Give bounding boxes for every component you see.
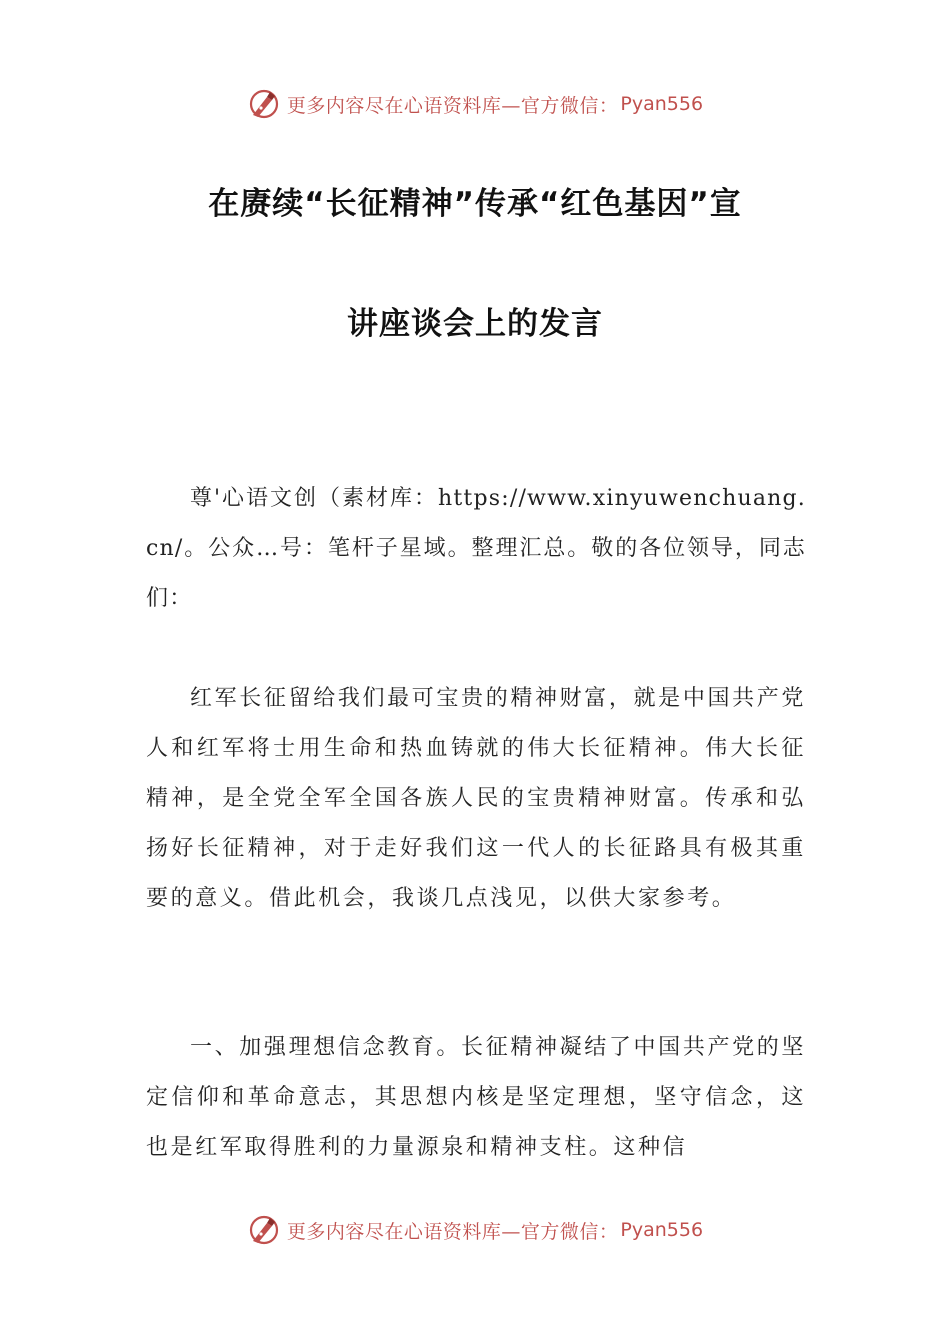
header-watermark — [0, 84, 950, 124]
pen-nib-logo-icon — [247, 1213, 281, 1247]
header-watermark-id: Pyan556 — [620, 93, 704, 115]
paragraph-section-1 — [146, 1023, 806, 1173]
header-watermark-text: 更多内容尽在心语资料库—官方微信： — [286, 94, 619, 117]
document-title-line-2: 讲座谈会上的发言 — [347, 306, 603, 342]
paragraph-text: 红军长征留给我们最可宝贵的精神财富，就是中国共产党人和红军将士用生命和热血铸就的伟大长征精神。伟大长征精神，是全党全军全国各族人民的宝贵精神财富。传承和弘扬好长征精神，对于走好我们这一代人的长征路具有极其重要的意义。借此机会，我谈几点浅见，以供大家参考。 — [146, 686, 806, 911]
paragraph-text: 一、加强理想信念教育。长征精神凝结了中国共产党的坚定信仰和革命意志，其思想内核是坚定理想，坚守信念，这也是红军取得胜利的力量源泉和精神支柱。这种信 — [146, 1035, 806, 1160]
pen-nib-logo-icon — [247, 87, 281, 121]
paragraph-intro — [146, 674, 806, 924]
footer-watermark-id: Pyan556 — [620, 1219, 704, 1241]
paragraph-text: 尊'心语文创（素材库：https://www.xinyuwenchuang.cn/。公众…号：笔杆子星域。整理汇总。敬的各位领导，同志们： — [146, 486, 806, 611]
footer-watermark-text: 更多内容尽在心语资料库—官方微信： — [286, 1220, 619, 1243]
footer-watermark — [0, 1210, 950, 1250]
document-title-line-1: 在赓续“长征精神”传承“红色基因”宣 — [208, 186, 742, 222]
paragraph-greeting — [146, 474, 806, 624]
